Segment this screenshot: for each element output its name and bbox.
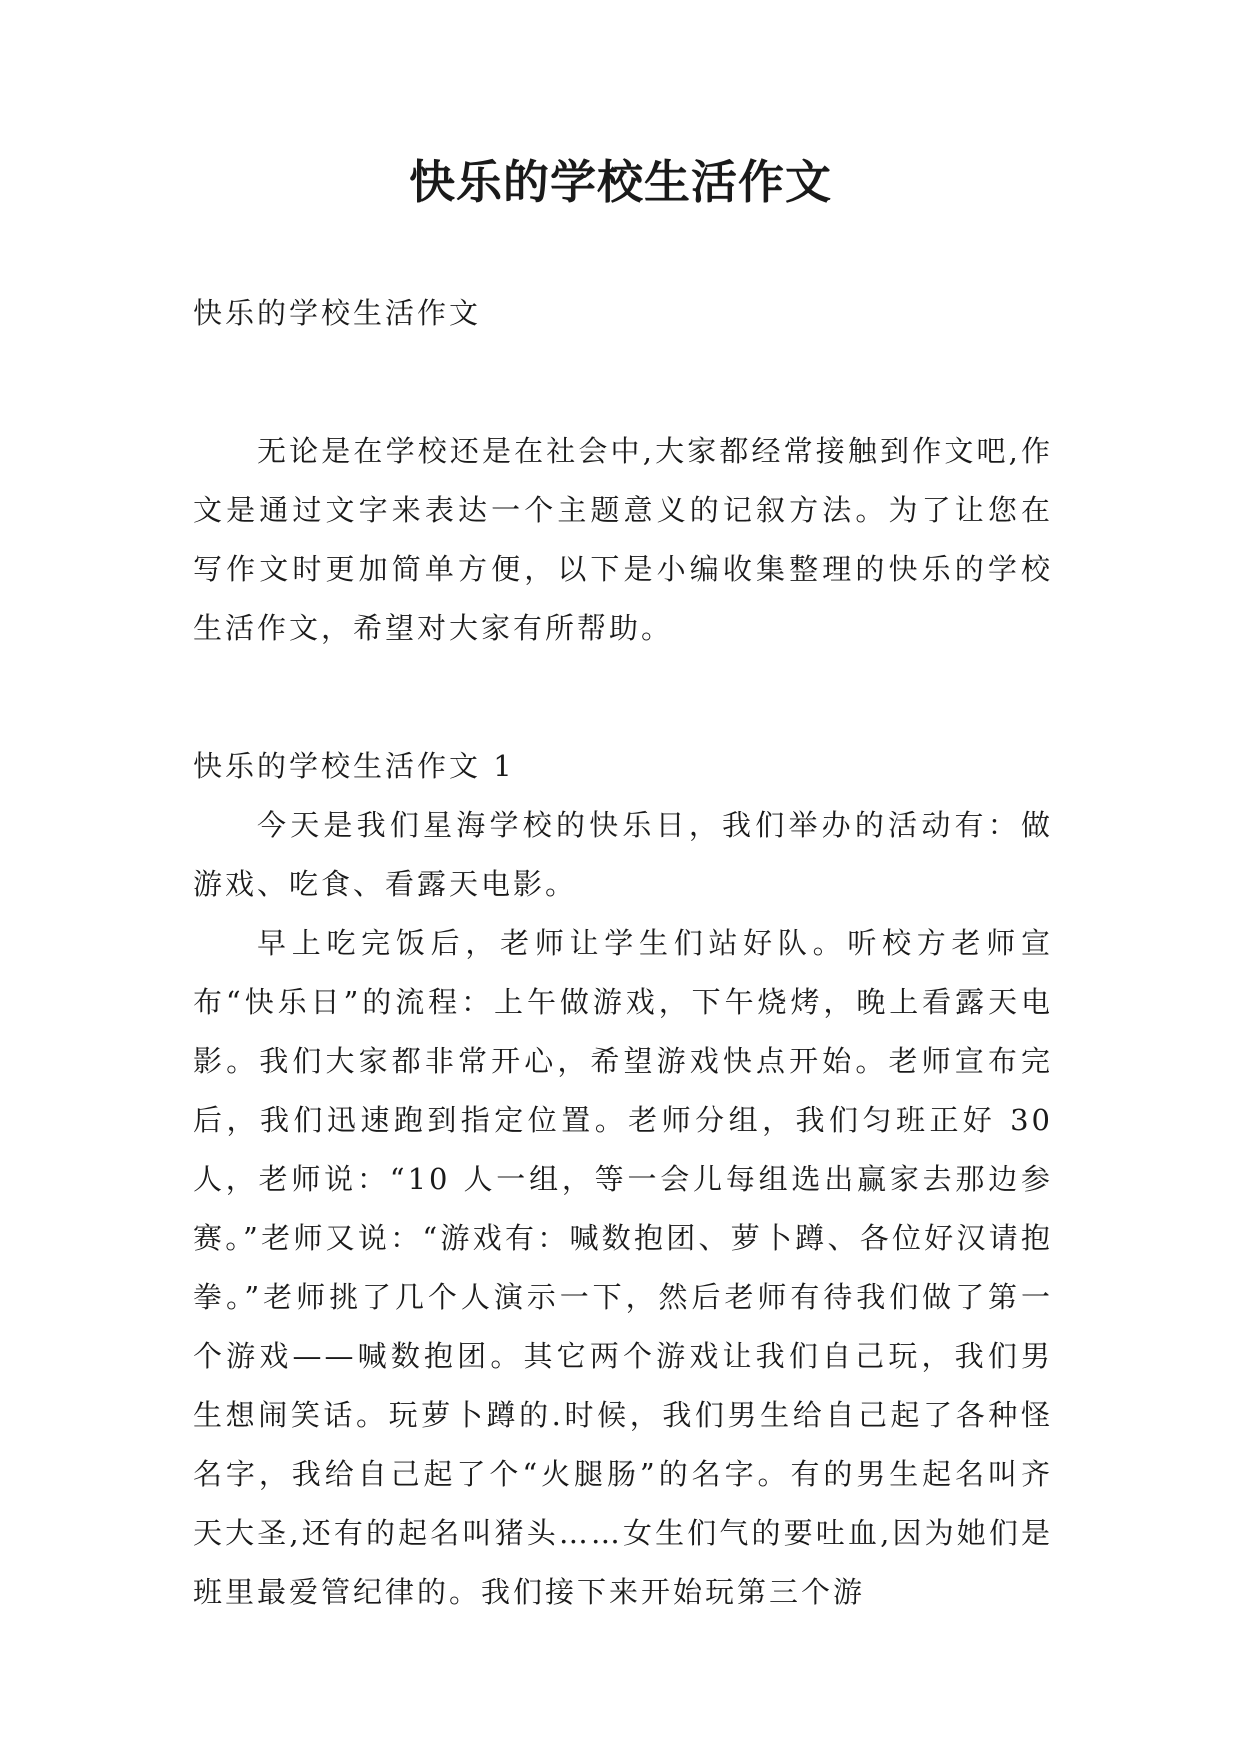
intro-paragraph: 无论是在学校还是在社会中,大家都经常接触到作文吧,作文是通过文字来表达一个主题意义的记叙方法。为了让您在写作文时更加简单方便，以下是小编收集整理的快乐的学校生活作文，希望对大家有所帮助。 — [193, 434, 1053, 645]
spacer — [193, 658, 1053, 737]
document-body — [193, 284, 1053, 1622]
section-heading: 快乐的学校生活作文 1 — [193, 749, 515, 783]
body-paragraph-1: 今天是我们星海学校的快乐日，我们举办的活动有：做游戏、吃食、看露天电影。 — [193, 808, 1053, 901]
document-title: 快乐的学校生活作文 — [409, 155, 832, 209]
spacer — [193, 343, 1053, 422]
document-subtitle: 快乐的学校生活作文 — [193, 296, 482, 330]
body-paragraph-2: 早上吃完饭后，老师让学生们站好队。听校方老师宣布“快乐日”的流程：上午做游戏，下午烧烤，晚上看露天电影。我们大家都非常开心，希望游戏快点开始。老师宣布完后，我们迅速跑到指定位置。老师分组，我们匀班正好 30 人，老师说：“10 人一组，等一会儿每组选出赢家去那边参赛。”老师又说：“游戏有：喊数抱团、萝卜蹲、各位好汉请抱拳。”老师挑了几个人演示一下，然后老师有待我们做了第一个游戏——喊数抱团。其它两个游戏让我们自己玩，我们男生想闹笑话。玩萝卜蹲的.时候，我们男生给自己起了各种怪名字，我给自己起了个“火腿肠”的名字。有的男生起名叫齐天大圣,还有的起名叫猪头……女生们气的要吐血,因为她们是班里最爱管纪律的。我们接下来开始玩第三个游 — [193, 926, 1053, 1609]
